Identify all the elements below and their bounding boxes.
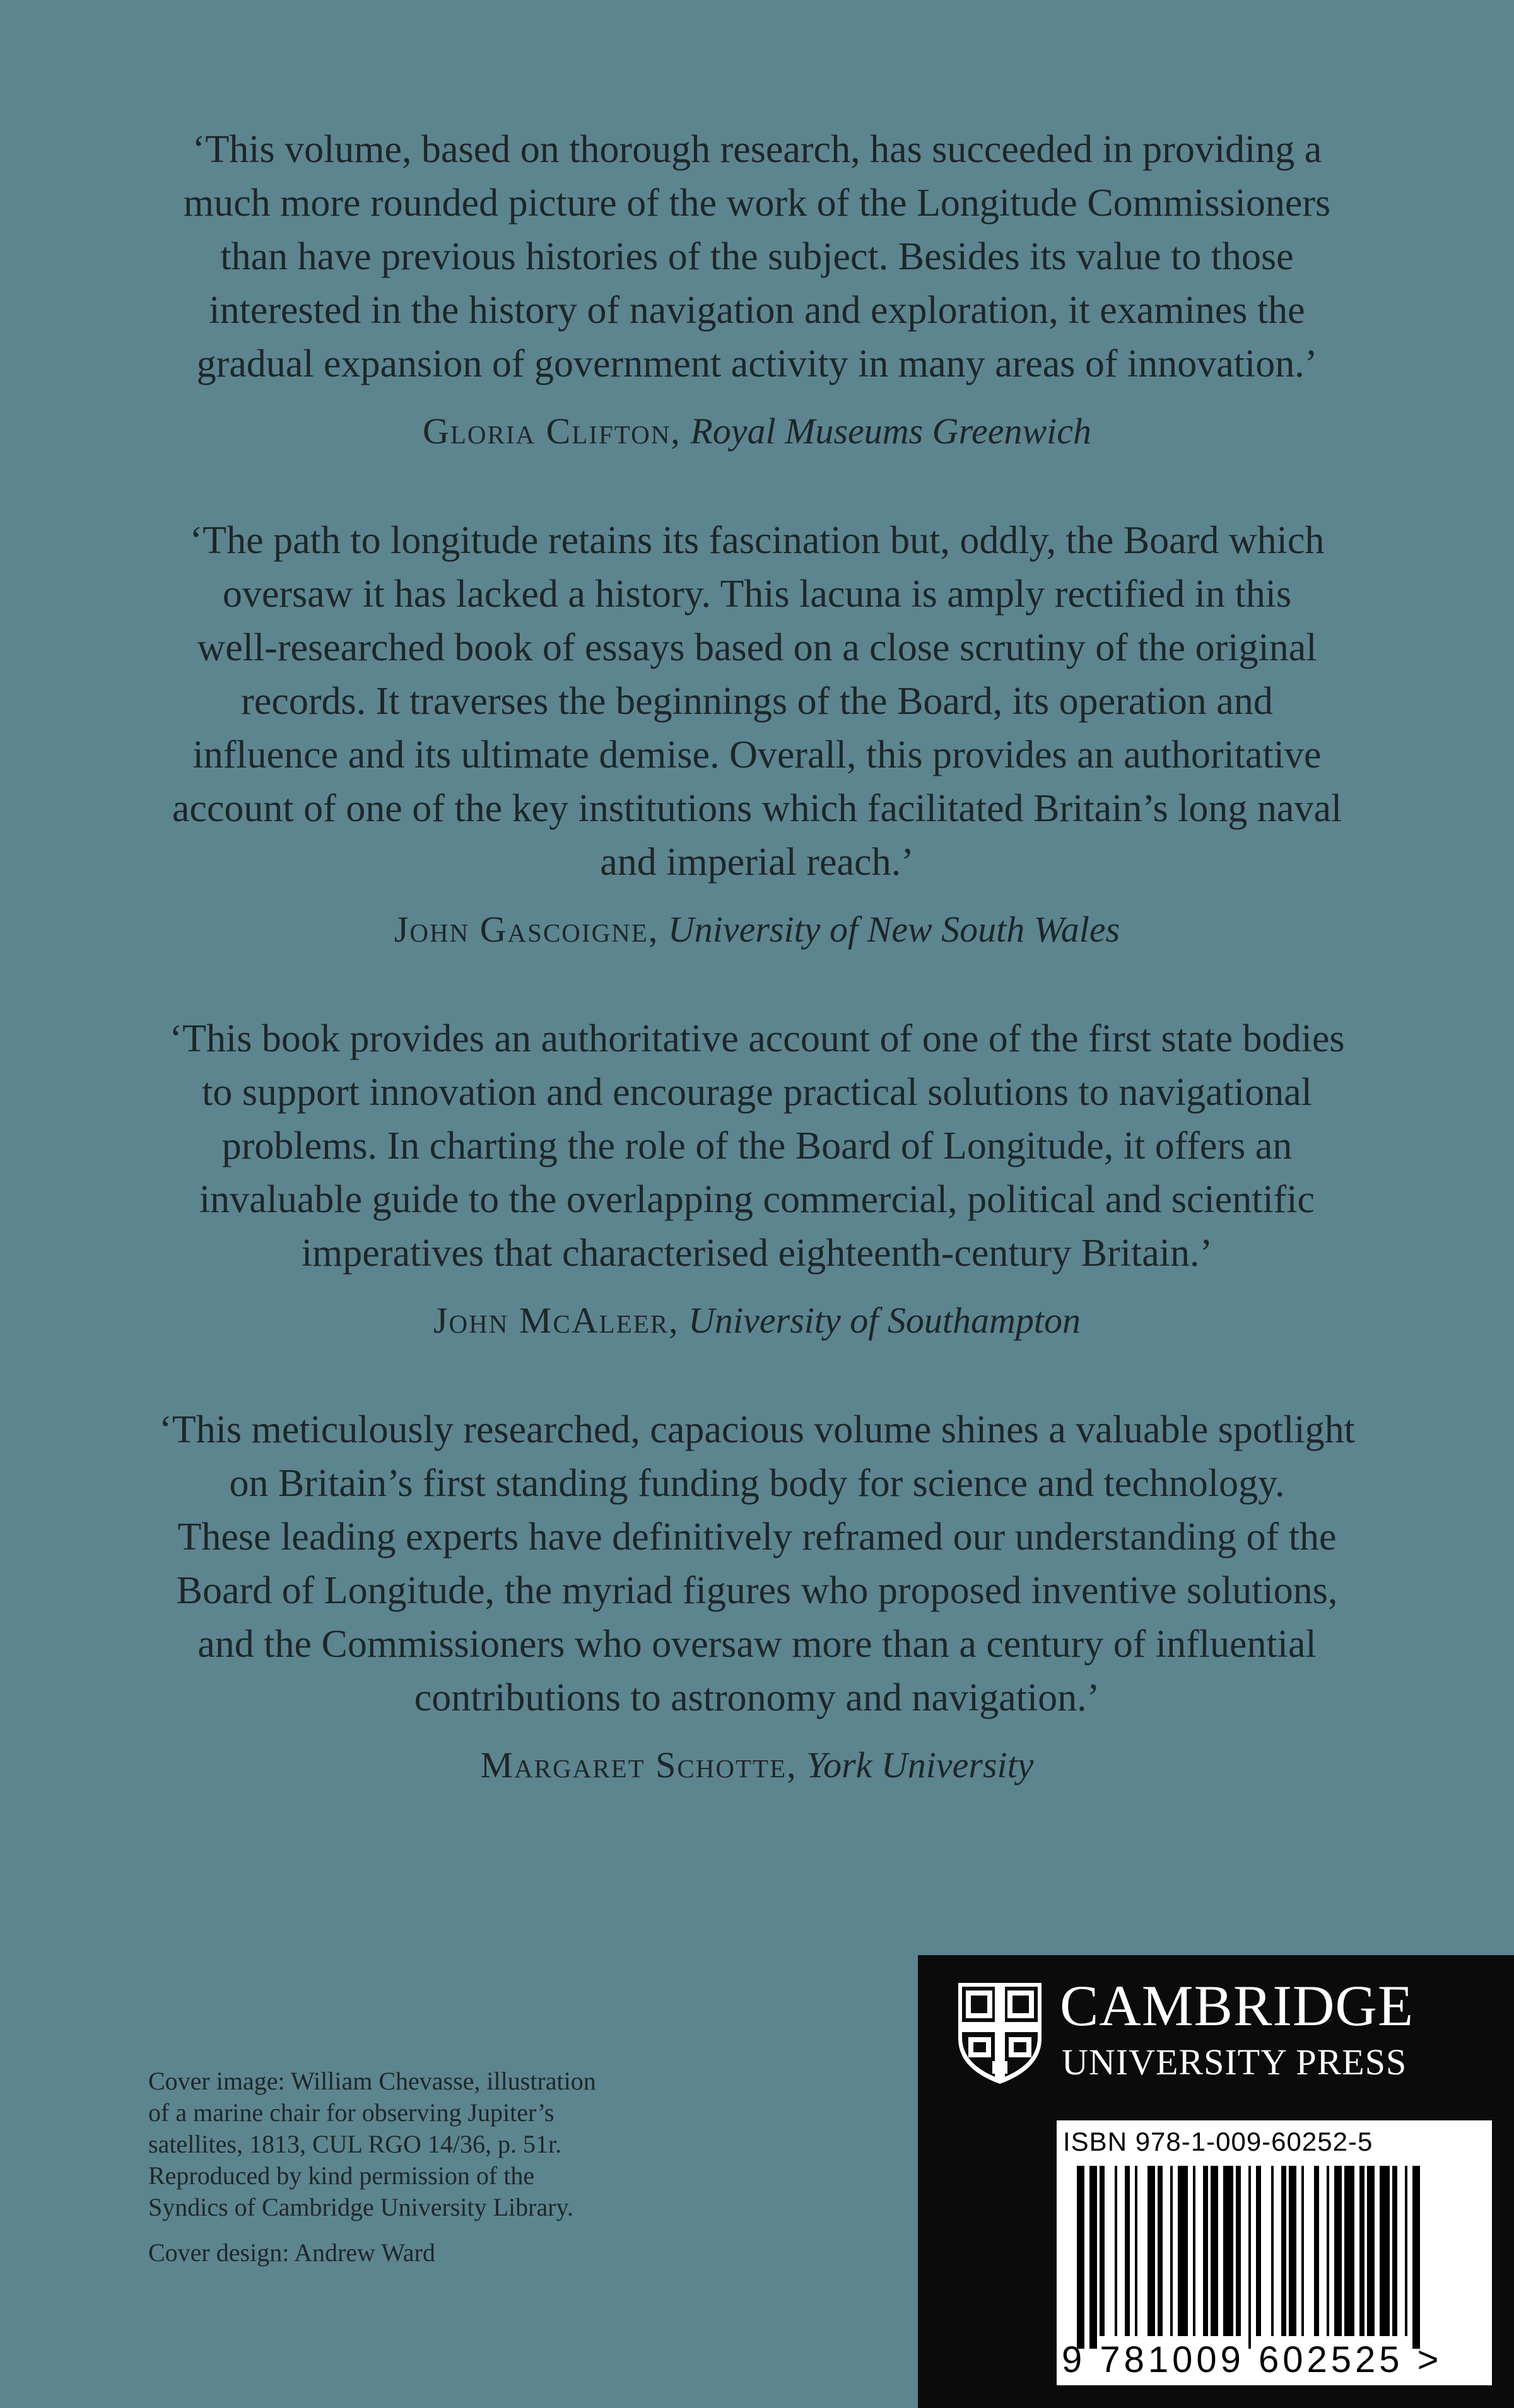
barcode-digits: 9 781009 602525 > (1062, 2339, 1443, 2380)
quote-line: records. It traverses the beginnings of the Board, its operation and (241, 680, 1273, 723)
endorsement-2 (114, 514, 1400, 950)
quote-line: interested in the history of navigation and exploration, it examines the (209, 289, 1305, 332)
endorsement-attribution (114, 1299, 1400, 1341)
barcode-bar (1392, 2166, 1397, 2336)
endorser-name: John McAleer, (433, 1300, 679, 1341)
barcode-bar (1281, 2166, 1286, 2336)
endorser-institution: York University (806, 1745, 1034, 1786)
quote-line: contributions to astronomy and navigation.’ (414, 1676, 1100, 1719)
credit-line: satellites, 1813, CUL RGO 14/36, p. 51r. (148, 2130, 562, 2158)
barcode-bar (1405, 2166, 1407, 2336)
barcode-bar (1077, 2166, 1084, 2349)
isbn-barcode (1057, 2120, 1492, 2385)
quote-line: ‘The path to longitude retains its fascination but, oddly, the Board which (189, 519, 1325, 562)
isbn-label: ISBN 978-1-009-60252-5 (1063, 2127, 1373, 2156)
endorser-name: Gloria Clifton, (422, 411, 681, 452)
barcode-bar (1236, 2166, 1241, 2336)
quote-line: problems. In charting the role of the Board of Longitude, it offers an (221, 1125, 1293, 1167)
endorser-institution: University of Southampton (688, 1300, 1081, 1341)
quote-line: than have previous histories of the subject. Besides its value to those (220, 235, 1294, 278)
barcode-bar (1380, 2166, 1390, 2336)
barcode-bar (1178, 2166, 1188, 2336)
endorsement-text (114, 1012, 1400, 1280)
barcode-bar (1158, 2166, 1163, 2336)
quote-line: invaluable guide to the overlapping commercial, political and scientific (199, 1178, 1315, 1221)
quote-line: much more rounded picture of the work of the Longitude Commissioners (183, 182, 1331, 225)
barcode-bar (1193, 2166, 1195, 2336)
barcode-bar (1334, 2166, 1342, 2336)
cover-design-credit: Cover design: Andrew Ward (148, 2238, 435, 2267)
endorsement-text (114, 514, 1400, 889)
endorsement-attribution (114, 410, 1400, 452)
quote-line: and the Commissioners who oversaw more than a century of influential (197, 1623, 1317, 1666)
barcode-bar (1256, 2166, 1261, 2336)
quote-line: ‘This volume, based on thorough research, has succeeded in providing a (192, 128, 1322, 171)
barcode-bar (1223, 2166, 1233, 2336)
quote-line: and imperial reach.’ (600, 841, 914, 884)
barcode-bar (1135, 2166, 1137, 2336)
quote-line: These leading experts have definitively reframed our understanding of the (177, 1516, 1337, 1558)
barcode-bar (1327, 2166, 1329, 2336)
barcode-bar (1271, 2166, 1274, 2336)
publisher-panel (918, 1955, 1514, 2408)
quote-line: influence and its ultimate demise. Overall, this provides an authoritative (192, 734, 1322, 776)
publisher-subtitle: UNIVERSITY PRESS (1062, 2042, 1407, 2083)
endorsement-3 (114, 1012, 1400, 1341)
barcode-bar (1344, 2166, 1354, 2336)
barcode-bar (1412, 2166, 1420, 2349)
credit-line: of a marine chair for observing Jupiter’s (148, 2098, 555, 2127)
quote-line: ‘This meticulously researched, capacious volume shines a valuable spotlight (159, 1408, 1355, 1451)
barcode-bar (1359, 2166, 1364, 2336)
quote-line: oversaw it has lacked a history. This lacuna is amply rectified in this (222, 573, 1292, 616)
barcode-bar (1125, 2166, 1130, 2336)
quote-line: on Britain’s first standing funding body for science and technology. (229, 1462, 1285, 1505)
barcode-bar (1100, 2166, 1105, 2336)
quote-line: well-researched book of essays based on a close scrutiny of the original (197, 626, 1317, 669)
quote-line: gradual expansion of government activity in many areas of innovation.’ (196, 342, 1318, 385)
barcode-bar (1248, 2166, 1251, 2349)
endorser-name: Margaret Schotte, (480, 1745, 797, 1786)
quote-line: imperatives that characterised eighteenth-century Britain.’ (301, 1232, 1213, 1275)
quote-line: Board of Longitude, the myriad figures who proposed inventive solutions, (176, 1569, 1338, 1612)
quote-line: account of one of the key institutions which facilitated Britain’s long naval (172, 787, 1342, 830)
cover-credits (148, 2066, 716, 2269)
endorser-institution: University of New South Wales (667, 909, 1120, 950)
barcode-bar (1089, 2166, 1097, 2349)
endorsement-4 (114, 1403, 1400, 1786)
publisher-name: CAMBRIDGE (1060, 1973, 1414, 2038)
barcode-bar (1203, 2166, 1208, 2336)
endorsement-attribution (114, 1744, 1400, 1786)
barcode-bar (1301, 2166, 1304, 2336)
endorsement-text (114, 123, 1400, 391)
barcode-bar (1211, 2166, 1218, 2336)
endorsement-text (114, 1403, 1400, 1725)
barcode-bar (1314, 2166, 1319, 2336)
endorsement-1 (114, 123, 1400, 452)
credit-line: Cover image: William Chevasse, illustration (148, 2067, 596, 2095)
barcode-bar (1289, 2166, 1296, 2336)
barcode-bar (1115, 2166, 1117, 2336)
barcode-bar (1170, 2166, 1173, 2336)
credit-line: Reproduced by kind permission of the (148, 2161, 535, 2190)
quote-line: ‘This book provides an authoritative account of one of the first state bodies (169, 1017, 1345, 1060)
quote-line: to support innovation and encourage practical solutions to navigational (202, 1071, 1312, 1114)
endorser-institution: Royal Museums Greenwich (690, 411, 1092, 452)
credit-line: Syndics of Cambridge University Library. (148, 2193, 573, 2221)
endorsement-attribution (114, 908, 1400, 950)
endorser-name: John Gascoigne, (394, 909, 659, 950)
university-crest-icon (956, 1980, 1044, 2086)
barcode-bar (1367, 2166, 1375, 2336)
barcode-bar (1147, 2166, 1155, 2336)
